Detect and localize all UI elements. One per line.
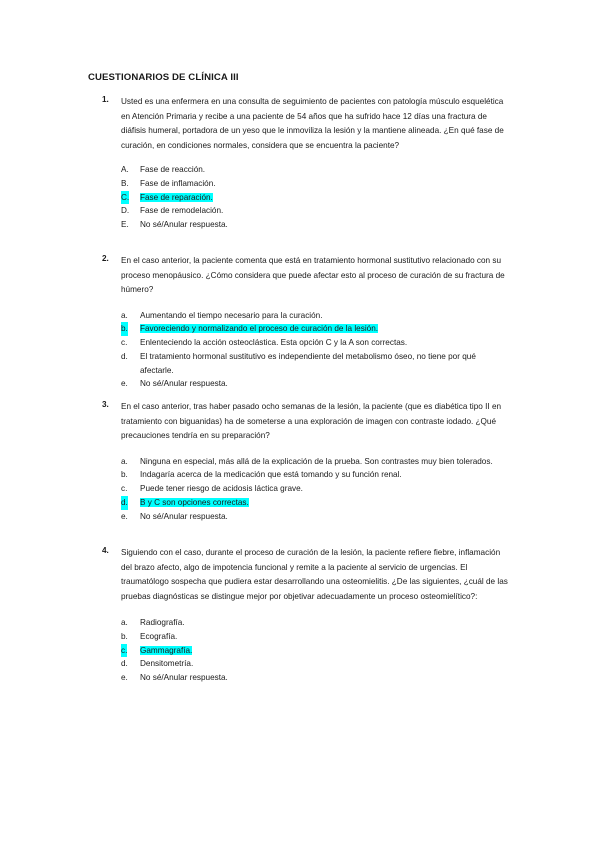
option-letter: d. — [121, 659, 128, 669]
option-letter: a. — [121, 456, 128, 466]
document-title: CUESTIONARIOS DE CLÍNICA III — [88, 72, 239, 83]
question-3 — [88, 400, 510, 539]
option-text: Fase de reparación. — [140, 192, 213, 202]
option-letter: c. — [121, 484, 128, 494]
question-text: En el caso anterior, tras haber pasado ocho semanas de la lesión, la paciente (que es diabética tipo II en tratamiento con biguanidas) ha de someterse a una exploración de imagen con contraste iodado. ¿Qué precauciones tendría en su preparación? — [121, 402, 502, 441]
question-4 — [88, 546, 510, 701]
answer-option[interactable] — [88, 657, 510, 671]
question-text: Siguiendo con el caso, durante el proceso de curación de la lesión, la paciente refiere fiebre, inflamación del brazo afecto, algo de impotencia funcional y remite a la paciente al servicio de urgencias. El traumatólogo sospecha que pudiera estar desarrollando una osteomielitis. ¿De las siguientes, ¿cuál de las pruebas diagnósticas se distingue mejor por objetivar adecuadamente un proceso osteomielítico?: — [121, 548, 508, 601]
question-1 — [88, 95, 510, 248]
answer-option[interactable] — [88, 468, 510, 482]
answer-option-highlighted[interactable] — [88, 644, 510, 658]
option-letter: C. — [121, 191, 129, 205]
option-letter: E. — [121, 220, 129, 230]
answer-option-highlighted[interactable] — [88, 191, 510, 205]
answer-option[interactable] — [88, 482, 510, 496]
answer-option[interactable] — [88, 177, 510, 191]
option-letter: a. — [121, 618, 128, 628]
answer-options — [88, 309, 510, 391]
answer-option-highlighted[interactable] — [88, 322, 510, 336]
option-text: B y C son opciones correctas. — [140, 497, 249, 507]
option-text: Favoreciendo y normalizando el proceso de curación de la lesión. — [140, 324, 379, 334]
question-2 — [88, 254, 510, 407]
option-text: Fase de inflamación. — [140, 179, 216, 189]
option-letter: b. — [121, 322, 128, 336]
option-letter: e. — [121, 511, 128, 521]
option-letter: D. — [121, 206, 130, 216]
question-text: Usted es una enfermera en una consulta de seguimiento de pacientes con patología músculo esquelética en Atención Primaria y recibe a una paciente de 54 años que ha sufrido hace 12 días una fractura de diáfisis humeral, portadora de un yeso que le inmoviliza la lesión y la mantiene alineada. ¿En qué fase de curación, en condiciones normales, considera que se encuentra la paciente? — [121, 97, 504, 150]
option-text: Densitometría. — [140, 659, 194, 669]
answer-option[interactable] — [88, 309, 510, 323]
answer-options — [88, 163, 510, 232]
question-number: 1. — [102, 95, 109, 104]
answer-option[interactable] — [88, 510, 510, 524]
answer-options — [88, 455, 510, 524]
option-text: No sé/Anular respuesta. — [140, 220, 228, 230]
answer-option-highlighted[interactable] — [88, 496, 510, 510]
option-text: Fase de reacción. — [140, 165, 206, 175]
option-text: No sé/Anular respuesta. — [140, 379, 228, 389]
option-text: Ninguna en especial, más allá de la explicación de la prueba. Son contrastes muy bien tolerados. — [140, 456, 493, 466]
answer-option[interactable] — [88, 163, 510, 177]
question-number: 4. — [102, 546, 109, 555]
option-text: Fase de remodelación. — [140, 206, 224, 216]
option-letter: d. — [121, 496, 128, 510]
answer-option[interactable] — [88, 671, 510, 685]
option-text: Radiografía. — [140, 618, 185, 628]
option-letter: c. — [121, 338, 128, 348]
option-letter: e. — [121, 673, 128, 683]
answer-option[interactable] — [88, 336, 510, 350]
option-text: Aumentando el tiempo necesario para la curación. — [140, 310, 323, 320]
option-text: Indagaría acerca de la medicación que está tomando y su función renal. — [140, 470, 402, 480]
answer-option[interactable] — [88, 630, 510, 644]
question-number: 2. — [102, 254, 109, 263]
option-text: Enlenteciendo la acción osteoclástica. Esta opción C y la A son correctas. — [140, 338, 408, 348]
option-text: Gammagrafía. — [140, 645, 193, 655]
option-text: Ecografía. — [140, 632, 178, 642]
option-letter: b. — [121, 470, 128, 480]
answer-option[interactable] — [88, 377, 510, 391]
answer-option[interactable] — [88, 204, 510, 218]
answer-option[interactable] — [88, 218, 510, 232]
option-text: El tratamiento hormonal sustitutivo es independiente del metabolismo óseo, no tiene por qué afectarle. — [140, 351, 476, 375]
option-letter: c. — [121, 644, 127, 658]
question-text: En el caso anterior, la paciente comenta que está en tratamiento hormonal sustitutivo relacionado con su proceso menopáusico. ¿Cómo considera que puede afectar esto al proceso de curación de su fractura de húmero? — [121, 256, 505, 295]
option-letter: e. — [121, 379, 128, 389]
question-number: 3. — [102, 400, 109, 409]
answer-option[interactable] — [88, 350, 510, 377]
option-text: No sé/Anular respuesta. — [140, 511, 228, 521]
option-letter: a. — [121, 310, 128, 320]
option-text: No sé/Anular respuesta. — [140, 673, 228, 683]
answer-option[interactable] — [88, 616, 510, 630]
option-letter: b. — [121, 632, 128, 642]
answer-options — [88, 616, 510, 685]
option-letter: B. — [121, 179, 129, 189]
answer-option[interactable] — [88, 455, 510, 469]
option-letter: d. — [121, 351, 128, 361]
option-letter: A. — [121, 165, 129, 175]
option-text: Puede tener riesgo de acidosis láctica grave. — [140, 484, 303, 494]
